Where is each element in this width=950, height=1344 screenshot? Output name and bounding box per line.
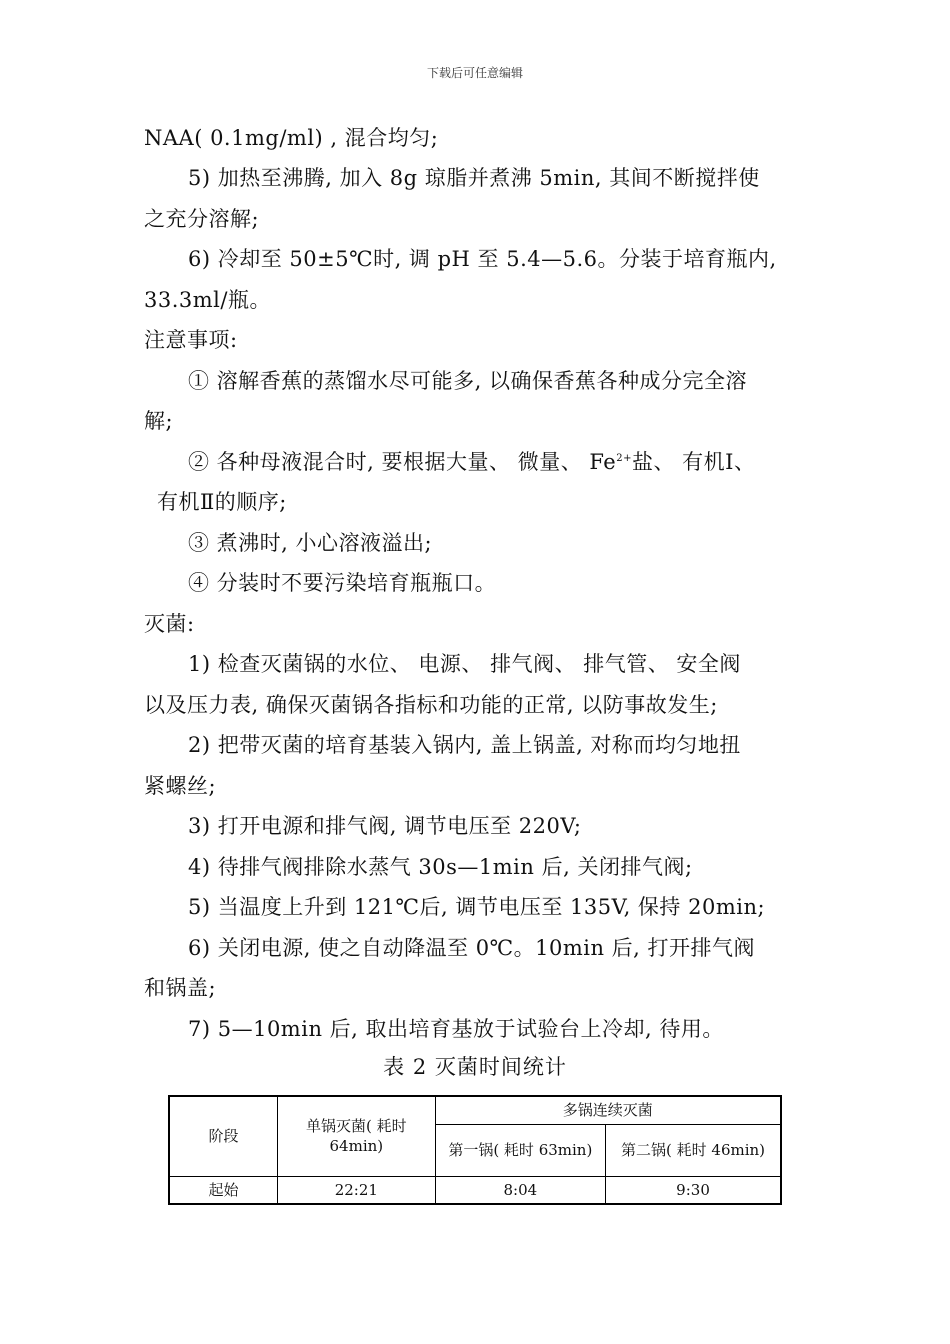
text-line: NAA( 0.1mg/ml) , 混合均匀;	[144, 126, 439, 150]
text-segment: 盐、 有机Ⅰ、	[631, 450, 756, 474]
cell-stage: 起始	[169, 1176, 278, 1204]
page-header: 下载后可任意编辑	[426, 66, 523, 80]
cell-pot-1: 8:04	[435, 1176, 605, 1204]
superscript: 2+	[616, 453, 632, 464]
text-line	[188, 448, 755, 476]
header-pot-2: 第二锅( 耗时 46min)	[606, 1124, 781, 1176]
header-single-pot: 单锅灭菌( 耗时 64min)	[278, 1096, 436, 1176]
cell-pot-2: 9:30	[606, 1176, 781, 1204]
header-stage: 阶段	[169, 1096, 278, 1176]
text-line: 6) 冷却至 50±5℃时, 调 pH 至 5.4—5.6。分装于培育瓶内,	[188, 247, 777, 271]
text-line: 之充分溶解;	[144, 207, 260, 231]
text-line: 以及压力表, 确保灭菌锅各指标和功能的正常, 以防事故发生;	[144, 693, 718, 717]
text-line: 和锅盖;	[144, 976, 217, 1000]
text-line: 解;	[144, 409, 174, 433]
header-pot-1: 第一锅( 耗时 63min)	[435, 1124, 605, 1176]
text-line: 5) 加热至沸腾, 加入 8g 琼脂并煮沸 5min, 其间不断搅拌使	[188, 166, 760, 190]
text-line: 有机Ⅱ的顺序;	[157, 490, 287, 514]
text-line: 6) 关闭电源, 使之自动降温至 0℃。10min 后, 打开排气阀	[188, 936, 756, 960]
text-line: 4) 待排气阀排除水蒸气 30s—1min 后, 关闭排气阀;	[188, 855, 693, 879]
text-line: ④ 分装时不要污染培育瓶瓶口。	[188, 571, 497, 595]
section-heading: 注意事项:	[144, 328, 238, 352]
text-line: 3) 打开电源和排气阀, 调节电压至 220V;	[188, 814, 582, 838]
text-line: 33.3ml/瓶。	[144, 288, 271, 312]
cell-single: 22:21	[278, 1176, 436, 1204]
text-line: 2) 把带灭菌的培育基装入锅内, 盖上锅盖, 对称而均匀地扭	[188, 733, 741, 757]
sterilization-time-table	[168, 1095, 782, 1205]
section-heading: 灭菌:	[144, 612, 195, 636]
text-line: 1) 检查灭菌锅的水位、 电源、 排气阀、 排气管、 安全阀	[188, 652, 741, 676]
header-multi-pot: 多锅连续灭菌	[435, 1096, 781, 1124]
text-line: ③ 煮沸时, 小心溶液溢出;	[188, 531, 433, 555]
text-line: 5) 当温度上升到 121℃后, 调节电压至 135V, 保持 20min;	[188, 895, 766, 919]
text-line: 紧螺丝;	[144, 774, 217, 798]
text-line: 7) 5—10min 后, 取出培育基放于试验台上冷却, 待用。	[188, 1017, 724, 1041]
table-caption: 表 2 灭菌时间统计	[383, 1055, 567, 1079]
text-line: ① 溶解香蕉的蒸馏水尽可能多, 以确保香蕉各种成分完全溶	[188, 369, 748, 393]
text-segment: ② 各种母液混合时, 要根据大量、 微量、 Fe	[188, 450, 617, 474]
